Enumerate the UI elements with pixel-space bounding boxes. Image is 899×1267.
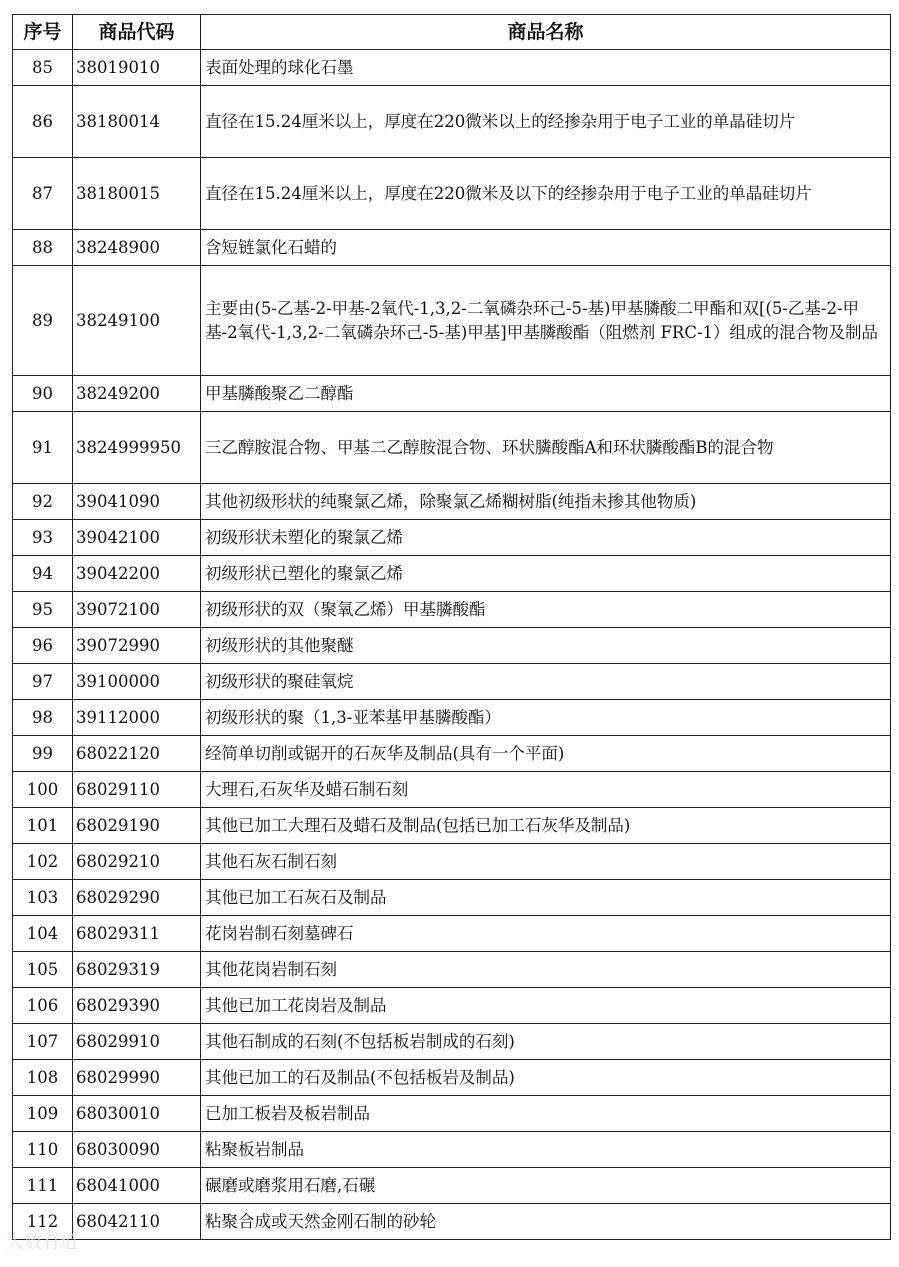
- row-index-cell: 98: [13, 700, 73, 736]
- row-name-cell: 大理石,石灰华及蜡石制石刻: [201, 772, 891, 808]
- row-code-cell: 68029311: [73, 916, 201, 952]
- table-row: [13, 592, 891, 628]
- row-code-cell: 39041090: [73, 484, 201, 520]
- table-row: [13, 230, 891, 266]
- row-name-cell: 初级形状的聚（1,3-亚苯基甲基膦酸酯）: [201, 700, 891, 736]
- row-name-cell: 其他初级形状的纯聚氯乙烯，除聚氯乙烯糊树脂(纯指未掺其他物质): [201, 484, 891, 520]
- row-code-cell: 38180015: [73, 158, 201, 230]
- row-code-cell: 68029910: [73, 1024, 201, 1060]
- row-name-cell: 花岗岩制石刻墓碑石: [201, 916, 891, 952]
- row-name-cell: 其他已加工大理石及蜡石及制品(包括已加工石灰华及制品): [201, 808, 891, 844]
- table-row: [13, 844, 891, 880]
- row-index-cell: 93: [13, 520, 73, 556]
- table-row: [13, 1096, 891, 1132]
- table-row: [13, 1132, 891, 1168]
- row-index-cell: 91: [13, 412, 73, 484]
- row-index-cell: 96: [13, 628, 73, 664]
- table-row: [13, 736, 891, 772]
- row-code-cell: 68041000: [73, 1168, 201, 1204]
- row-name-cell: 初级形状未塑化的聚氯乙烯: [201, 520, 891, 556]
- row-code-cell: 68029990: [73, 1060, 201, 1096]
- row-name-cell: 含短链氯化石蜡的: [201, 230, 891, 266]
- table-row: [13, 1060, 891, 1096]
- row-index-cell: 99: [13, 736, 73, 772]
- table-row: [13, 1168, 891, 1204]
- row-name-cell: 其他已加工花岗岩及制品: [201, 988, 891, 1024]
- table-header-row: [13, 15, 891, 50]
- row-index-cell: 102: [13, 844, 73, 880]
- table-row: [13, 50, 891, 86]
- table-row: [13, 988, 891, 1024]
- row-index-cell: 101: [13, 808, 73, 844]
- row-code-cell: 38249100: [73, 266, 201, 376]
- table-row: [13, 86, 891, 158]
- table-row: [13, 1204, 891, 1240]
- row-index-cell: 89: [13, 266, 73, 376]
- row-name-cell: 初级形状的双（聚氧乙烯）甲基膦酸酯: [201, 592, 891, 628]
- row-index-cell: 88: [13, 230, 73, 266]
- row-name-cell: 碾磨或磨浆用石磨,石碾: [201, 1168, 891, 1204]
- row-index-cell: 92: [13, 484, 73, 520]
- row-code-cell: 68029290: [73, 880, 201, 916]
- row-name-cell: 其他已加工的石及制品(不包括板岩及制品): [201, 1060, 891, 1096]
- row-name-cell: 初级形状的其他聚醚: [201, 628, 891, 664]
- row-code-cell: 38249200: [73, 376, 201, 412]
- table-row: [13, 628, 891, 664]
- table-row: [13, 412, 891, 484]
- commodity-table: [12, 14, 891, 1240]
- row-code-cell: 39042100: [73, 520, 201, 556]
- table-row: [13, 700, 891, 736]
- row-code-cell: 3824999950: [73, 412, 201, 484]
- row-index-cell: 109: [13, 1096, 73, 1132]
- row-code-cell: 39112000: [73, 700, 201, 736]
- row-code-cell: 68029110: [73, 772, 201, 808]
- table-row: [13, 556, 891, 592]
- row-index-cell: 90: [13, 376, 73, 412]
- row-name-cell: 三乙醇胺混合物、甲基二乙醇胺混合物、环状膦酸酯A和环状膦酸酯B的混合物: [201, 412, 891, 484]
- row-name-cell: 表面处理的球化石墨: [201, 50, 891, 86]
- row-code-cell: 68042110: [73, 1204, 201, 1240]
- row-code-cell: 68029210: [73, 844, 201, 880]
- row-name-cell: 初级形状的聚硅氧烷: [201, 664, 891, 700]
- row-name-cell: 经简单切削或锯开的石灰华及制品(具有一个平面): [201, 736, 891, 772]
- row-index-cell: 95: [13, 592, 73, 628]
- row-name-cell: 直径在15.24厘米以上，厚度在220微米及以下的经掺杂用于电子工业的单晶硅切片: [201, 158, 891, 230]
- row-index-cell: 104: [13, 916, 73, 952]
- row-code-cell: 38180014: [73, 86, 201, 158]
- row-index-cell: 85: [13, 50, 73, 86]
- row-index-cell: 108: [13, 1060, 73, 1096]
- header-code: 商品代码: [73, 15, 201, 50]
- row-index-cell: 94: [13, 556, 73, 592]
- table-row: [13, 952, 891, 988]
- row-name-cell: 直径在15.24厘米以上，厚度在220微米以上的经掺杂用于电子工业的单晶硅切片: [201, 86, 891, 158]
- table-row: [13, 158, 891, 230]
- row-index-cell: 106: [13, 988, 73, 1024]
- row-name-cell: 主要由(5-乙基-2-甲基-2氧代-1,3,2-二氧磷杂环己-5-基)甲基膦酸二甲酯和双[(5-乙基-2-甲基-2氧代-1,3,2-二氧磷杂环己-5-基)甲基]甲基膦酸酯（阻燃剂 FRC-1）组成的混合物及制品: [201, 266, 891, 376]
- table-row: [13, 266, 891, 376]
- row-name-cell: 初级形状已塑化的聚氯乙烯: [201, 556, 891, 592]
- table-row: [13, 772, 891, 808]
- table-row: [13, 1024, 891, 1060]
- header-name: 商品名称: [201, 15, 891, 50]
- header-index: 序号: [13, 15, 73, 50]
- row-index-cell: 110: [13, 1132, 73, 1168]
- row-name-cell: 已加工板岩及板岩制品: [201, 1096, 891, 1132]
- watermark: 大数有道: [6, 1232, 78, 1253]
- table-body: [13, 50, 891, 1240]
- row-index-cell: 112: [13, 1204, 73, 1240]
- row-index-cell: 86: [13, 86, 73, 158]
- row-name-cell: 其他已加工石灰石及制品: [201, 880, 891, 916]
- row-code-cell: 68022120: [73, 736, 201, 772]
- table-row: [13, 808, 891, 844]
- row-index-cell: 97: [13, 664, 73, 700]
- row-name-cell: 其他石制成的石刻(不包括板岩制成的石刻): [201, 1024, 891, 1060]
- row-code-cell: 39100000: [73, 664, 201, 700]
- table-row: [13, 520, 891, 556]
- row-index-cell: 105: [13, 952, 73, 988]
- row-name-cell: 其他石灰石制石刻: [201, 844, 891, 880]
- table-row: [13, 484, 891, 520]
- row-code-cell: 68029319: [73, 952, 201, 988]
- row-code-cell: 39072100: [73, 592, 201, 628]
- table-row: [13, 376, 891, 412]
- row-index-cell: 111: [13, 1168, 73, 1204]
- row-name-cell: 其他花岗岩制石刻: [201, 952, 891, 988]
- row-name-cell: 粘聚合成或天然金刚石制的砂轮: [201, 1204, 891, 1240]
- row-code-cell: 68029190: [73, 808, 201, 844]
- row-index-cell: 100: [13, 772, 73, 808]
- row-name-cell: 粘聚板岩制品: [201, 1132, 891, 1168]
- table-row: [13, 664, 891, 700]
- row-name-cell: 甲基膦酸聚乙二醇酯: [201, 376, 891, 412]
- row-code-cell: 39072990: [73, 628, 201, 664]
- row-code-cell: 39042200: [73, 556, 201, 592]
- table-row: [13, 880, 891, 916]
- row-code-cell: 68029390: [73, 988, 201, 1024]
- row-code-cell: 38248900: [73, 230, 201, 266]
- row-index-cell: 103: [13, 880, 73, 916]
- row-index-cell: 87: [13, 158, 73, 230]
- row-index-cell: 107: [13, 1024, 73, 1060]
- row-code-cell: 68030010: [73, 1096, 201, 1132]
- table-row: [13, 916, 891, 952]
- row-code-cell: 68030090: [73, 1132, 201, 1168]
- row-code-cell: 38019010: [73, 50, 201, 86]
